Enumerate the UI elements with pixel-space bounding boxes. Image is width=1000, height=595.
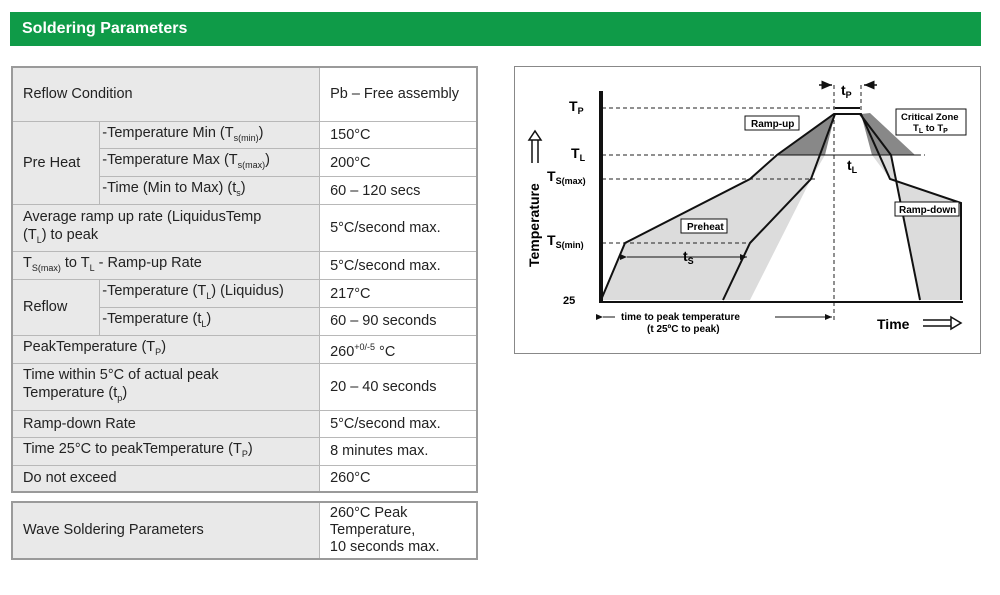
row-value: $260^{+0/-5}$ °C [320, 335, 477, 363]
label-tl-time: $t_L$ [847, 157, 858, 175]
row-label: Ramp-down Rate [12, 410, 320, 437]
soldering-parameters-table [11, 66, 478, 493]
label-tp-time: $t_P$ [841, 82, 852, 100]
label-tsmax: $T_{S(max)}$ [547, 168, 586, 186]
row-label: Reflow Condition [12, 67, 320, 121]
x-axis-arrow-icon [923, 317, 961, 329]
row-label: Time within 5°C of actual peak Temperature $(t_p)$ [12, 363, 320, 410]
critical-zone-label: Critical Zone [901, 112, 959, 123]
row-value: Pb – Free assembly [320, 67, 477, 121]
row-value: 60 – 90 seconds [320, 307, 477, 335]
row-label: -Temperature Max $(T_{s(max)})$ [100, 149, 320, 177]
row-value: 5°C/second max. [320, 205, 477, 252]
row-label: $T_{S(max)}$ to $T_L$ - Ramp-up Rate [12, 252, 320, 280]
preheat-label: Preheat [687, 222, 724, 233]
table-row [12, 437, 477, 465]
row-value: 260°C [320, 465, 477, 492]
row-label: -Time (Min to Max) $(t_s)$ [100, 177, 320, 205]
row-value: 217°C [320, 280, 477, 308]
label-tl: $T_L$ [571, 145, 586, 163]
row-label: PeakTemperature $(T_P)$ [12, 335, 320, 363]
row-value: 60 – 120 secs [320, 177, 477, 205]
label-ts-time: $t_S$ [683, 248, 694, 266]
label-tsmin: $T_{S(min)}$ [547, 232, 584, 250]
ramp-up-label: Ramp-up [751, 119, 795, 130]
row-label: Time 25°C to peakTemperature $(T_P)$ [12, 437, 320, 465]
time-to-peak-label: time to peak temperature [621, 312, 740, 323]
group-label: Reflow [12, 280, 100, 336]
row-label: Average ramp up rate (LiquidusTemp $(T_L)$ to peak [12, 205, 320, 252]
table-row [12, 205, 477, 252]
row-value: 5°C/second max. [320, 410, 477, 437]
table-row [12, 252, 477, 280]
table-row [12, 363, 477, 410]
row-label: Wave Soldering Parameters [12, 502, 319, 559]
section-title: Soldering Parameters [22, 20, 188, 37]
reflow-profile-svg [515, 67, 980, 353]
label-tp: $T_P$ [569, 98, 584, 116]
critical-zone-range: $T_L$ to $T_P$ [913, 123, 948, 135]
row-label: Do not exceed [12, 465, 320, 492]
group-label: Pre Heat [12, 121, 100, 205]
row-value: 200°C [320, 149, 477, 177]
row-label: -Temperature $(T_L)$ (Liquidus) [100, 280, 320, 308]
section-banner [10, 12, 981, 46]
x-axis-title: Time [877, 316, 910, 332]
label-25: 25 [563, 295, 576, 307]
wave-soldering-table [11, 501, 478, 560]
table-row [12, 502, 477, 559]
table-row [12, 410, 477, 437]
row-value: 5°C/second max. [320, 252, 477, 280]
ramp-down-label: Ramp-down [899, 205, 957, 216]
table-row [12, 280, 477, 308]
reflow-profile-diagram [514, 66, 981, 354]
row-value: 8 minutes max. [320, 437, 477, 465]
y-axis-title: Temperature [526, 183, 542, 267]
row-label: -Temperature $(t_L)$ [100, 307, 320, 335]
y-axis-arrow-icon [529, 131, 541, 163]
table-row [12, 465, 477, 492]
table-row [12, 67, 477, 121]
time-to-peak-sub: (t 25ºC to peak) [647, 324, 720, 335]
row-value: 260°C Peak Temperature, 10 seconds max. [319, 502, 477, 559]
table-row [12, 121, 477, 149]
row-value: 150°C [320, 121, 477, 149]
row-label: -Temperature Min $(T_{s(min)})$ [100, 121, 320, 149]
row-value: 20 – 40 seconds [320, 363, 477, 410]
table-row [12, 335, 477, 363]
